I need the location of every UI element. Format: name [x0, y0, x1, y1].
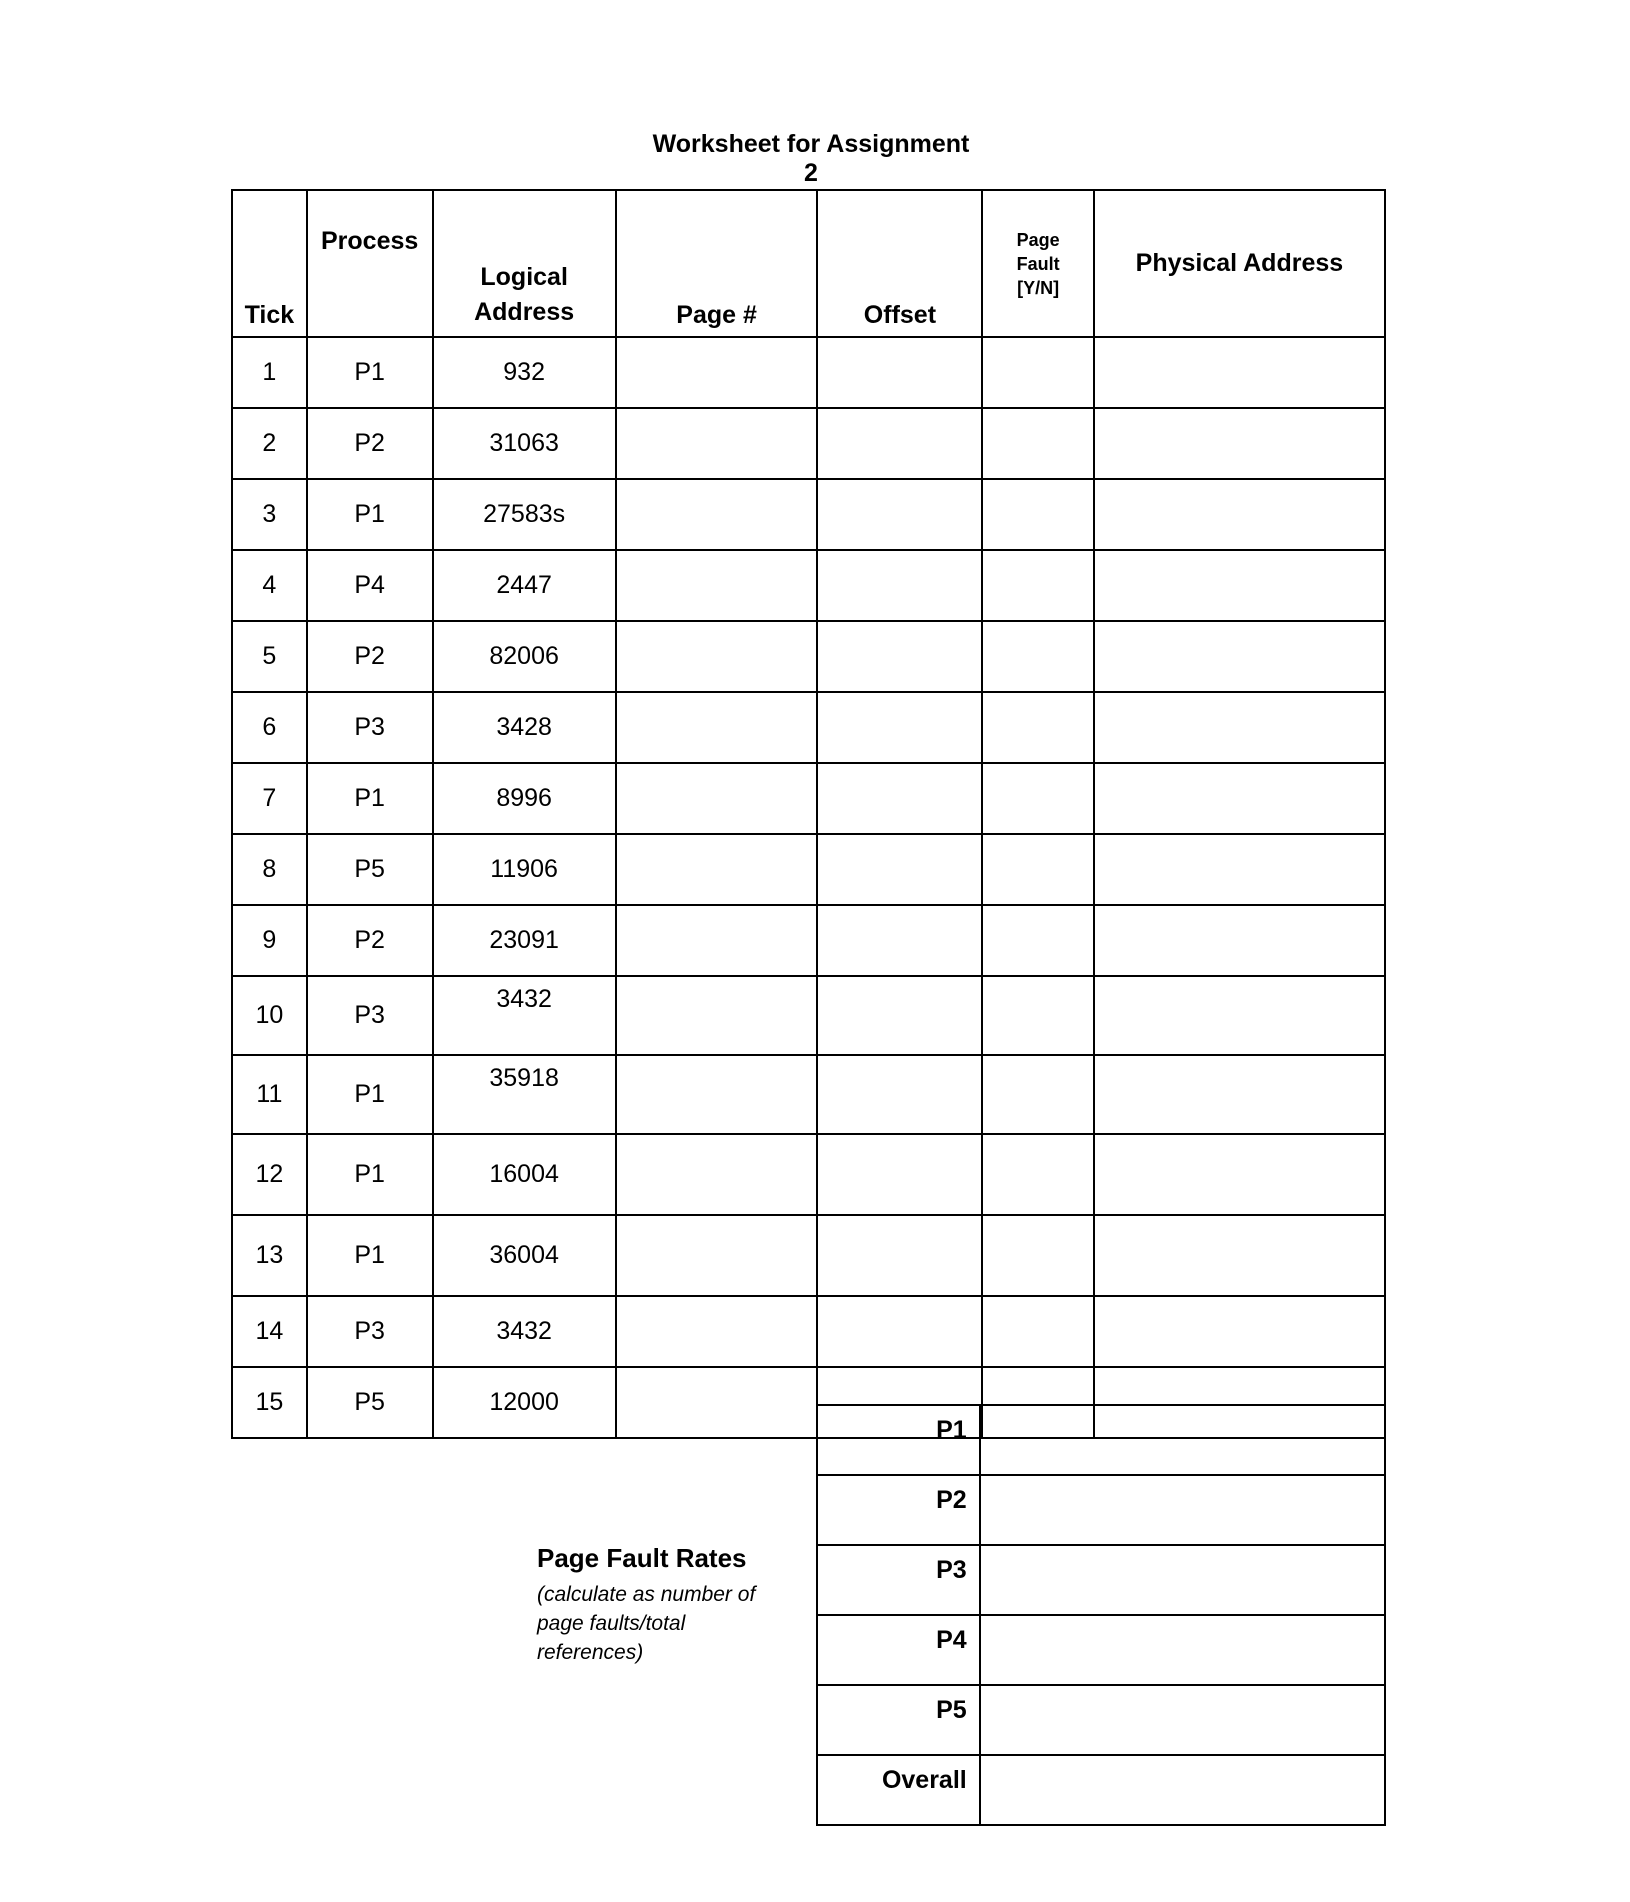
table-row — [232, 1215, 1385, 1296]
logical-address: 12000 — [433, 1367, 616, 1438]
process: P3 — [307, 976, 433, 1055]
logical-address: 23091 — [433, 905, 616, 976]
offset-cell[interactable] — [817, 337, 982, 408]
page-fault-rates-label — [537, 1543, 777, 1667]
physical-address-cell[interactable] — [1094, 692, 1385, 763]
page-number-cell[interactable] — [616, 408, 818, 479]
offset-cell[interactable] — [817, 1296, 982, 1367]
table-row — [232, 1055, 1385, 1134]
tick: 14 — [232, 1296, 307, 1367]
table-row — [232, 550, 1385, 621]
offset-cell[interactable] — [817, 408, 982, 479]
tick: 15 — [232, 1367, 307, 1438]
page-fault-cell[interactable] — [982, 621, 1093, 692]
process: P4 — [307, 550, 433, 621]
offset-cell[interactable] — [817, 1215, 982, 1296]
process: P1 — [307, 1134, 433, 1215]
tick: 7 — [232, 763, 307, 834]
rate-label: P2 — [817, 1475, 980, 1545]
page-fault-rates-table — [816, 1404, 1386, 1826]
table-row — [232, 834, 1385, 905]
page-fault-cell[interactable] — [982, 337, 1093, 408]
tick: 1 — [232, 337, 307, 408]
tick: 5 — [232, 621, 307, 692]
process: P3 — [307, 692, 433, 763]
table-row — [232, 479, 1385, 550]
logical-address: 16004 — [433, 1134, 616, 1215]
tick: 11 — [232, 1055, 307, 1134]
logical-address: 36004 — [433, 1215, 616, 1296]
process: P2 — [307, 905, 433, 976]
page-number-cell[interactable] — [616, 337, 818, 408]
page-number-cell[interactable] — [616, 763, 818, 834]
logical-address: 3428 — [433, 692, 616, 763]
page-fault-cell[interactable] — [982, 1215, 1093, 1296]
process: P1 — [307, 1215, 433, 1296]
page-fault-cell[interactable] — [982, 1134, 1093, 1215]
rate-value-cell[interactable] — [980, 1755, 1385, 1825]
process: P1 — [307, 479, 433, 550]
rate-label: P1 — [817, 1405, 980, 1475]
offset-cell[interactable] — [817, 1055, 982, 1134]
rate-label: P5 — [817, 1685, 980, 1755]
physical-address-cell[interactable] — [1094, 1215, 1385, 1296]
page-fault-cell[interactable] — [982, 905, 1093, 976]
page-fault-cell[interactable] — [982, 976, 1093, 1055]
physical-address-cell[interactable] — [1094, 763, 1385, 834]
rate-row — [817, 1405, 1385, 1475]
logical-address: 932 — [433, 337, 616, 408]
worksheet-title: Worksheet for Assignment 2 — [652, 130, 970, 187]
page-number-cell[interactable] — [616, 1367, 818, 1438]
physical-address-cell[interactable] — [1094, 1296, 1385, 1367]
process: P1 — [307, 337, 433, 408]
process: P3 — [307, 1296, 433, 1367]
address-translation-table — [231, 189, 1386, 1439]
offset-cell[interactable] — [817, 763, 982, 834]
rate-value-cell[interactable] — [980, 1615, 1385, 1685]
offset-cell[interactable] — [817, 550, 982, 621]
logical-address: 8996 — [433, 763, 616, 834]
process: P2 — [307, 621, 433, 692]
rate-value-cell[interactable] — [980, 1545, 1385, 1615]
header-page-fault: Page Fault [Y/N] — [982, 190, 1093, 337]
page-number-cell[interactable] — [616, 834, 818, 905]
rate-value-cell[interactable] — [980, 1685, 1385, 1755]
table-row — [232, 337, 1385, 408]
offset-cell[interactable] — [817, 692, 982, 763]
page-number-cell[interactable] — [616, 479, 818, 550]
rate-row — [817, 1545, 1385, 1615]
header-physical-address: Physical Address — [1094, 190, 1385, 337]
table-row — [232, 763, 1385, 834]
tick: 2 — [232, 408, 307, 479]
physical-address-cell[interactable] — [1094, 1134, 1385, 1215]
header-offset: Offset — [817, 190, 982, 337]
physical-address-cell[interactable] — [1094, 905, 1385, 976]
rate-row — [817, 1685, 1385, 1755]
page-number-cell[interactable] — [616, 1215, 818, 1296]
physical-address-cell[interactable] — [1094, 976, 1385, 1055]
page-number-cell[interactable] — [616, 1055, 818, 1134]
rate-row — [817, 1755, 1385, 1825]
header-logical-address: Logical Address — [433, 190, 616, 337]
page-fault-rates-note: (calculate as number of page faults/total references) — [537, 1583, 756, 1664]
page-number-cell[interactable] — [616, 621, 818, 692]
logical-address: 2447 — [433, 550, 616, 621]
physical-address-cell[interactable] — [1094, 834, 1385, 905]
process: P2 — [307, 408, 433, 479]
page-number-cell[interactable] — [616, 692, 818, 763]
rate-label: P3 — [817, 1545, 980, 1615]
header-page-number: Page # — [616, 190, 818, 337]
process: P5 — [307, 834, 433, 905]
table-row — [232, 1296, 1385, 1367]
logical-address: 3432 — [433, 1296, 616, 1367]
offset-cell[interactable] — [817, 479, 982, 550]
offset-cell[interactable] — [817, 834, 982, 905]
page-number-cell[interactable] — [616, 905, 818, 976]
physical-address-cell[interactable] — [1094, 1055, 1385, 1134]
rate-label: Overall — [817, 1755, 980, 1825]
page-number-cell[interactable] — [616, 1134, 818, 1215]
logical-address: 11906 — [433, 834, 616, 905]
logical-address: 35918 — [433, 1055, 616, 1134]
page-number-cell[interactable] — [616, 1296, 818, 1367]
physical-address-cell[interactable] — [1094, 408, 1385, 479]
rate-row — [817, 1475, 1385, 1545]
rate-value-cell[interactable] — [980, 1475, 1385, 1545]
header-process: Process — [307, 190, 433, 337]
tick: 6 — [232, 692, 307, 763]
tick: 9 — [232, 905, 307, 976]
tick: 13 — [232, 1215, 307, 1296]
header-tick: Tick — [232, 190, 307, 337]
table-row — [232, 621, 1385, 692]
header-row — [232, 190, 1385, 337]
page-fault-rates-title: Page Fault Rates — [537, 1543, 747, 1573]
tick: 3 — [232, 479, 307, 550]
tick: 10 — [232, 976, 307, 1055]
table-row — [232, 692, 1385, 763]
page-number-cell[interactable] — [616, 976, 818, 1055]
process: P1 — [307, 763, 433, 834]
page-fault-cell[interactable] — [982, 763, 1093, 834]
rate-label: P4 — [817, 1615, 980, 1685]
tick: 4 — [232, 550, 307, 621]
page-fault-cell[interactable] — [982, 1055, 1093, 1134]
table-row — [232, 1134, 1385, 1215]
table-row — [232, 976, 1385, 1055]
rate-row — [817, 1615, 1385, 1685]
process: P5 — [307, 1367, 433, 1438]
physical-address-cell[interactable] — [1094, 550, 1385, 621]
physical-address-cell[interactable] — [1094, 337, 1385, 408]
tick: 12 — [232, 1134, 307, 1215]
page-fault-cell[interactable] — [982, 834, 1093, 905]
page-number-cell[interactable] — [616, 550, 818, 621]
table-row — [232, 408, 1385, 479]
physical-address-cell[interactable] — [1094, 621, 1385, 692]
page-fault-cell[interactable] — [982, 692, 1093, 763]
logical-address: 27583s — [433, 479, 616, 550]
page-fault-cell[interactable] — [982, 550, 1093, 621]
logical-address: 82006 — [433, 621, 616, 692]
offset-cell[interactable] — [817, 976, 982, 1055]
rate-value-cell[interactable] — [980, 1405, 1385, 1475]
physical-address-cell[interactable] — [1094, 479, 1385, 550]
page-fault-cell[interactable] — [982, 479, 1093, 550]
offset-cell[interactable] — [817, 905, 982, 976]
offset-cell[interactable] — [817, 621, 982, 692]
process: P1 — [307, 1055, 433, 1134]
page-fault-cell[interactable] — [982, 408, 1093, 479]
logical-address: 31063 — [433, 408, 616, 479]
table-row — [232, 905, 1385, 976]
logical-address: 3432 — [433, 976, 616, 1055]
tick: 8 — [232, 834, 307, 905]
offset-cell[interactable] — [817, 1134, 982, 1215]
page-fault-cell[interactable] — [982, 1296, 1093, 1367]
